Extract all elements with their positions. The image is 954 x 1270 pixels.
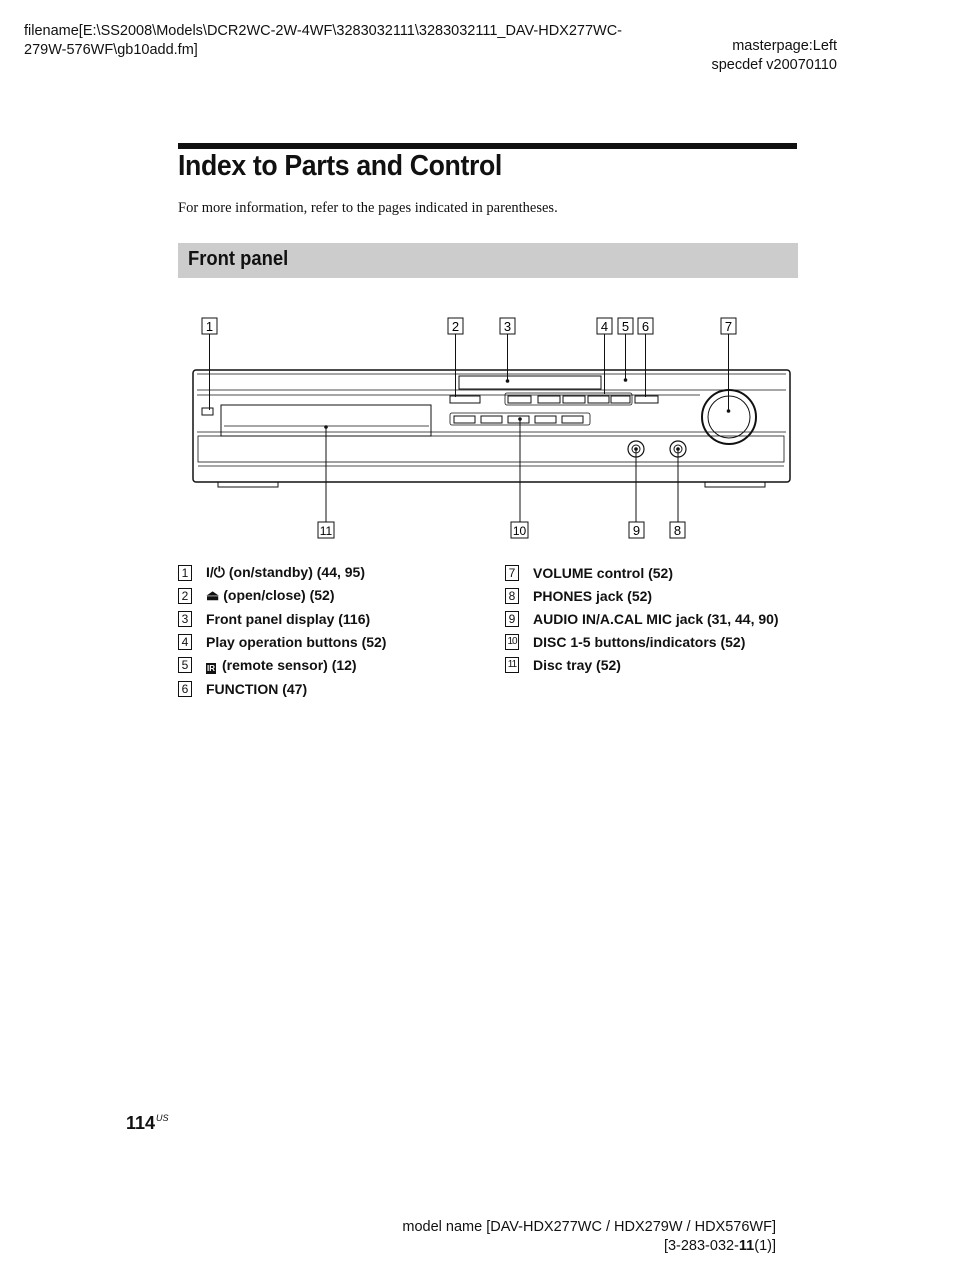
header-filename	[24, 22, 664, 60]
legend-item-4	[178, 631, 386, 654]
callout-8-label: 8	[673, 523, 682, 538]
legend-text: DISC 1-5 buttons/indicators (52)	[533, 634, 746, 651]
callout-9-label: 9	[632, 523, 641, 538]
header-masterpage	[711, 37, 837, 75]
section-title: Front panel	[188, 248, 289, 270]
legend-num: 4	[178, 634, 192, 650]
legend-item-9	[505, 607, 779, 630]
callout-4	[597, 318, 612, 391]
legend-left-column	[178, 561, 386, 700]
legend-text: AUDIO IN/A.CAL MIC jack (31, 44, 90)	[533, 610, 779, 627]
page-number	[126, 1113, 169, 1134]
callout-1-label: 1	[205, 319, 214, 334]
legend-right-column	[505, 561, 779, 677]
callout-10	[511, 419, 528, 538]
legend-num: 3	[178, 611, 192, 627]
legend-item-2	[178, 584, 386, 607]
legend-num: 6	[178, 681, 192, 697]
legend-item-10	[505, 631, 779, 654]
legend-num: 8	[505, 588, 519, 604]
header-filename-line2: 279W-576WF\gb10add.fm]	[24, 42, 198, 58]
footer-code-bold: 11	[738, 1238, 755, 1254]
intro-text: For more information, refer to the pages indicated in parentheses.	[178, 200, 558, 216]
header-masterpage-line: masterpage:Left	[732, 38, 837, 54]
legend-item-1	[178, 561, 386, 584]
legend-item-7	[505, 561, 779, 584]
eject-icon: ⏏	[206, 587, 220, 604]
footer-code-suffix: (1)]	[754, 1238, 776, 1254]
legend-text: Disc tray (52)	[533, 657, 621, 674]
legend-num: 9	[505, 611, 519, 627]
remote-sensor-icon: IR	[207, 663, 215, 673]
footer	[402, 1218, 776, 1256]
title-rule	[178, 143, 797, 149]
callout-4-label: 4	[600, 319, 609, 334]
page-number-suffix: US	[156, 1113, 169, 1123]
page-title: Index to Parts and Control	[178, 150, 502, 182]
callout-6	[638, 318, 653, 397]
legend-item-5	[178, 654, 386, 677]
legend-text: (open/close) (52)	[223, 587, 335, 604]
legend-text: (on/standby) (44, 95)	[228, 564, 365, 581]
legend-text: PHONES jack (52)	[533, 587, 653, 604]
section-header	[178, 243, 798, 278]
legend-text: Front panel display (116)	[206, 610, 371, 627]
legend-num: 10	[505, 634, 519, 650]
callout-7-label: 7	[724, 319, 733, 334]
callout-10-label: 10	[512, 524, 527, 538]
legend-text: Play operation buttons (52)	[206, 634, 387, 651]
power-icon: I/⏻	[206, 564, 225, 581]
footer-model-line: model name [DAV-HDX277WC / HDX279W / HDX576WF]	[402, 1219, 776, 1235]
page-number-value: 114	[126, 1113, 156, 1133]
legend-item-6	[178, 677, 386, 700]
callout-6-label: 6	[641, 319, 650, 334]
header-filename-line1: filename[E:\SS2008\Models\DCR2WC-2W-4WF\3283032111\3283032111_DAV-HDX277WC-	[24, 23, 623, 39]
legend-text: VOLUME control (52)	[533, 564, 674, 581]
legend-num: 2	[178, 588, 192, 604]
footer-code-prefix: [3-283-032-	[663, 1238, 739, 1254]
legend-text: (remote sensor) (12)	[222, 656, 357, 673]
legend-item-8	[505, 584, 779, 607]
callout-1	[202, 318, 217, 410]
callout-11-label: 11	[319, 524, 333, 538]
front-panel-diagram	[0, 300, 954, 550]
header-specdef-line: specdef v20070110	[711, 57, 837, 73]
legend-num: 11	[505, 657, 519, 673]
legend-text: FUNCTION (47)	[206, 680, 308, 697]
callout-3-label: 3	[503, 319, 512, 334]
legend-num: 7	[505, 565, 519, 581]
footer-code-line	[402, 1237, 776, 1256]
legend-item-11	[505, 654, 779, 677]
av-receiver-unit	[193, 370, 790, 487]
callout-2-label: 2	[451, 319, 460, 334]
legend-num: 5	[178, 657, 192, 673]
callout-5-label: 5	[621, 319, 630, 334]
legend-num: 1	[178, 565, 192, 581]
callout-2	[448, 318, 463, 397]
legend-item-3	[178, 607, 386, 630]
